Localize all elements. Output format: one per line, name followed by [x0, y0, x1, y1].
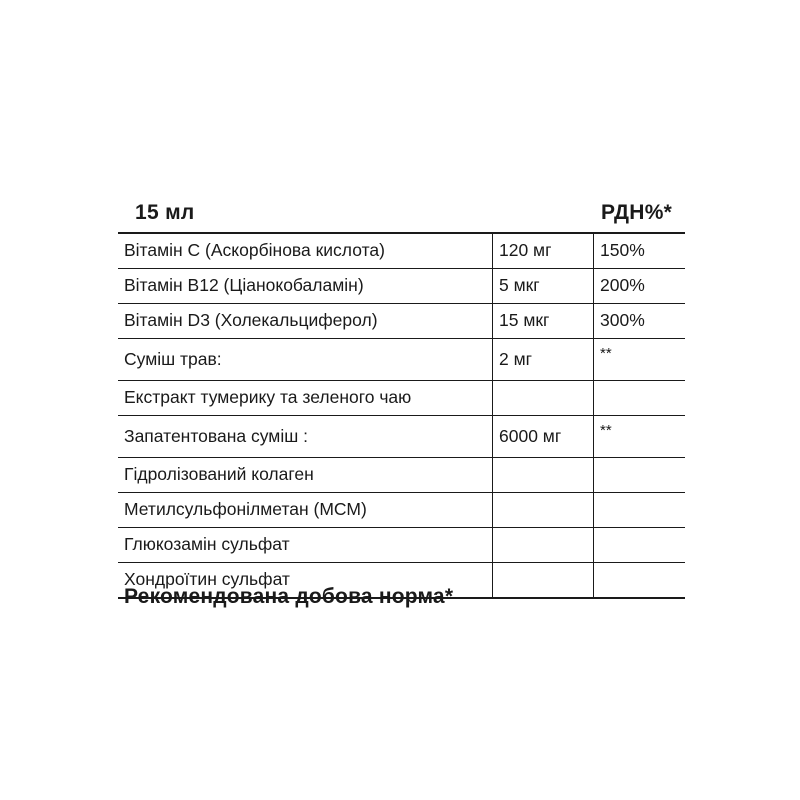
table-row: [118, 528, 685, 563]
nutrient-name: Метилсульфонілметан (МСМ): [118, 493, 493, 528]
rdn-column-title: РДН%*: [601, 201, 673, 224]
nutrient-table: [118, 232, 685, 599]
table-row: [118, 381, 685, 416]
nutrient-name: Суміш трав:: [118, 339, 493, 381]
footnote-daily-norm: Рекомендована добова норма*: [124, 585, 454, 608]
supplement-facts-panel: [118, 196, 688, 599]
nutrient-rdn: **: [594, 416, 686, 458]
nutrient-name: Гідролізований колаген: [118, 458, 493, 493]
nutrient-amount: 15 мкг: [493, 304, 594, 339]
nutrient-name: Екстракт тумерику та зеленого чаю: [118, 381, 493, 416]
nutrient-amount: 5 мкг: [493, 269, 594, 304]
nutrient-rdn: [594, 563, 686, 599]
table-row: [118, 458, 685, 493]
nutrient-rdn: 200%: [594, 269, 686, 304]
nutrient-name: Вітамін D3 (Холекальциферол): [118, 304, 493, 339]
nutrient-name: Хондроїтин сульфат: [118, 563, 493, 599]
nutrient-amount: 6000 мг: [493, 416, 594, 458]
nutrient-amount: 120 мг: [493, 233, 594, 269]
nutrient-rdn: [594, 458, 686, 493]
nutrient-name: Глюкозамін сульфат: [118, 528, 493, 563]
nutrient-amount: [493, 528, 594, 563]
nutrient-rdn: 150%: [594, 233, 686, 269]
serving-size: 15 мл: [135, 201, 195, 224]
table-row: [118, 269, 685, 304]
nutrient-name: Вітамін В12 (Ціанокобаламін): [118, 269, 493, 304]
nutrient-amount: [493, 458, 594, 493]
nutrient-name: Запатентована суміш :: [118, 416, 493, 458]
nutrient-name: Вітамін С (Аскорбінова кислота): [118, 233, 493, 269]
nutrient-rdn: [594, 381, 686, 416]
nutrient-amount: [493, 493, 594, 528]
nutrient-rdn: 300%: [594, 304, 686, 339]
table-header: [118, 196, 688, 232]
table-row: [118, 233, 685, 269]
nutrient-amount: [493, 381, 594, 416]
nutrient-rdn: [594, 528, 686, 563]
table-row: [118, 416, 685, 458]
nutrient-rdn: **: [594, 339, 686, 381]
nutrient-amount: [493, 563, 594, 599]
table-row: [118, 493, 685, 528]
table-row: [118, 339, 685, 381]
table-row: [118, 304, 685, 339]
nutrient-rdn: [594, 493, 686, 528]
nutrient-amount: 2 мг: [493, 339, 594, 381]
